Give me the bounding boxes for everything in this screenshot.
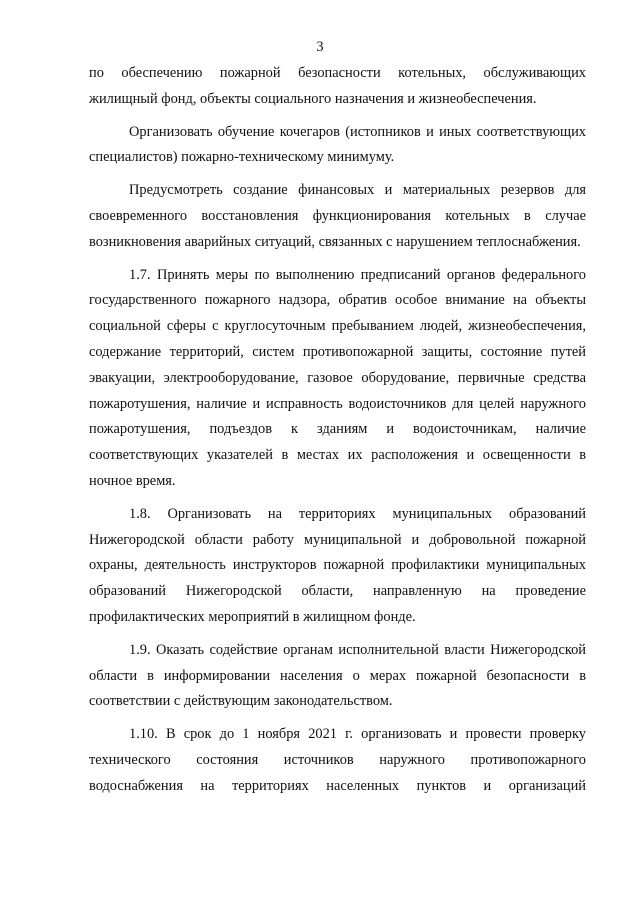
paragraph-continuation: по обеспечению пожарной безопасности котельных, обслуживающих жилищный фонд, объекты социального назначения и жизнеобеспечения. [89,65,586,107]
paragraph-training: Организовать обучение кочегаров (истопников и иных соответствующих специалистов) пожарно-техническому минимуму. [89,123,586,166]
document-body [89,61,586,800]
paragraph-1-8: 1.8. Организовать на территориях муниципальных образований Нижегородской области работу муниципальной и добровольной пожарной охраны, деятельность инструкторов пожарной профилактики муниципальных образований Нижегородской области, направленную на проведение профилактических мероприятий в жилищном фонде. [89,505,586,625]
paragraph-reserves: Предусмотреть создание финансовых и материальных резервов для своевременного восстановления функционирования котельных в случае возникновения аварийных ситуаций, связанных с нарушением теплоснабжения. [89,182,586,250]
paragraph-1-10: 1.10. В срок до 1 ноября 2021 г. организовать и провести проверку технического состояния источников наружного противопожарного водоснабжения на территориях населенных пунктов и организаций [89,726,586,794]
paragraph-1-9: 1.9. Оказать содействие органам исполнительной власти Нижегородской области в информировании населения о мерах пожарной безопасности в соответствии с действующим законодательством. [89,641,586,710]
page-number: 3 [316,39,324,55]
paragraph-1-7: 1.7. Принять меры по выполнению предписаний органов федерального государственного пожарного надзора, обратив особое внимание на объекты социальной сферы с круглосуточным пребыванием людей, жизнеобеспечения, содержание территорий, систем противопожарной защиты, состояние путей эвакуации, электрооборудование, газовое оборудование, первичные средства пожаротушения, наличие и исправность водоисточников для целей наружного пожаротушения, подъездов к зданиям и водоисточникам, наличие соответствующих указателей в местах их расположения и освещенности в ночное время. [89,266,586,489]
